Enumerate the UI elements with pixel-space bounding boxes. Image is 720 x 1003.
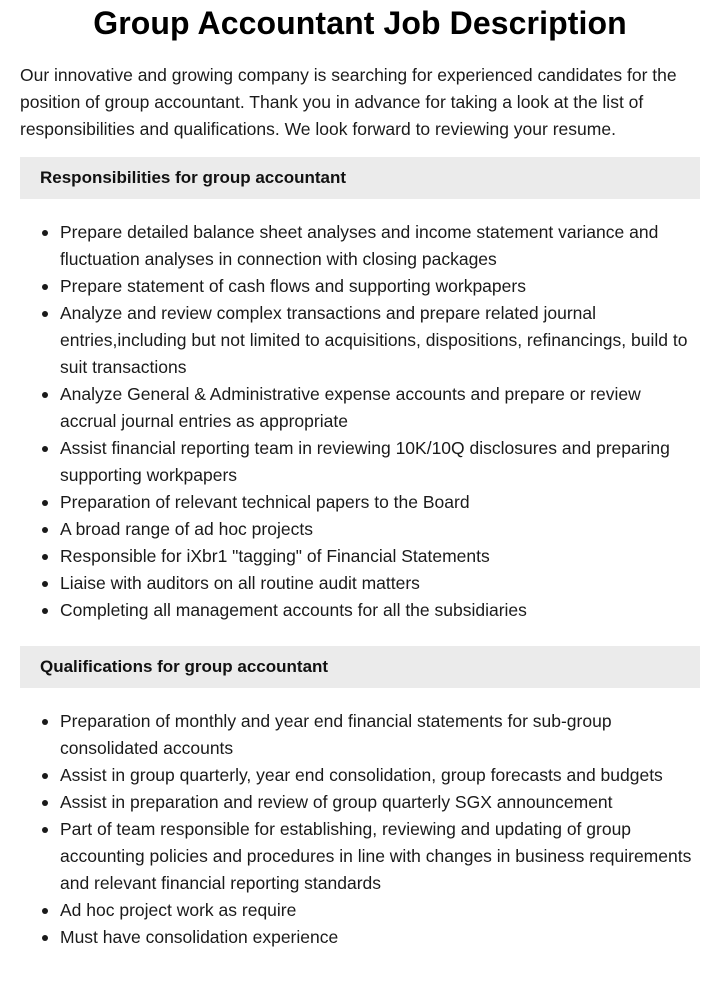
bullet-icon: [42, 392, 48, 398]
page-title: Group Accountant Job Description: [93, 5, 627, 41]
list-item: [20, 708, 700, 762]
list-item-text: Analyze and review complex transactions and prepare related journal entries,including but not limited to acquisitions, dispositions, refinancings, build to suit transactions: [60, 303, 688, 377]
responsibilities-heading: Responsibilities for group accountant: [20, 157, 700, 199]
list-item-text: Assist in preparation and review of group quarterly SGX announcement: [60, 792, 613, 812]
list-item: [20, 273, 700, 300]
list-item-text: Part of team responsible for establishing, reviewing and updating of group accounting policies and procedures in line with changes in business requirements and relevant financial reporting standards: [60, 819, 692, 893]
list-item: [20, 435, 700, 489]
list-item-text: Prepare detailed balance sheet analyses and income statement variance and fluctuation analyses in connection with closing packages: [60, 222, 659, 269]
list-item-text: A broad range of ad hoc projects: [60, 519, 313, 539]
list-item: [20, 219, 700, 273]
intro-paragraph: Our innovative and growing company is searching for experienced candidates for the position of group accountant. Thank you in advance for taking a look at the list of responsibilities and qualifications. We look forward to reviewing your resume.: [20, 65, 677, 139]
bullet-icon: [42, 773, 48, 779]
list-item-text: Completing all management accounts for all the subsidiaries: [60, 600, 527, 620]
bullet-icon: [42, 527, 48, 533]
list-item: [20, 789, 700, 816]
list-item: [20, 816, 700, 897]
bullet-icon: [42, 311, 48, 317]
list-item-text: Prepare statement of cash flows and supporting workpapers: [60, 276, 526, 296]
list-item-text: Analyze General & Administrative expense accounts and prepare or review accrual journal entries as appropriate: [60, 384, 641, 431]
bullet-icon: [42, 581, 48, 587]
bullet-icon: [42, 800, 48, 806]
list-item-text: Must have consolidation experience: [60, 927, 339, 947]
bullet-icon: [42, 230, 48, 236]
list-item-text: Preparation of monthly and year end financial statements for sub-group consolidated accounts: [60, 711, 612, 758]
list-item: [20, 489, 700, 516]
list-item: [20, 570, 700, 597]
list-item: [20, 543, 700, 570]
bullet-icon: [42, 284, 48, 290]
bullet-icon: [42, 908, 48, 914]
list-item: [20, 597, 700, 624]
qualifications-heading: Qualifications for group accountant: [20, 646, 700, 688]
list-item-text: Liaise with auditors on all routine audit matters: [60, 573, 420, 593]
list-item-text: Responsible for iXbr1 "tagging" of Financial Statements: [60, 546, 490, 566]
bullet-icon: [42, 554, 48, 560]
list-item: [20, 516, 700, 543]
list-item-text: Assist in group quarterly, year end consolidation, group forecasts and budgets: [60, 765, 663, 785]
list-item-text: Preparation of relevant technical papers to the Board: [60, 492, 470, 512]
bullet-icon: [42, 446, 48, 452]
bullet-icon: [42, 719, 48, 725]
bullet-icon: [42, 500, 48, 506]
qualifications-list: [20, 708, 700, 951]
bullet-icon: [42, 827, 48, 833]
bullet-icon: [42, 935, 48, 941]
list-item: [20, 762, 700, 789]
list-item: [20, 924, 700, 951]
list-item-text: Assist financial reporting team in reviewing 10K/10Q disclosures and preparing supporting workpapers: [60, 438, 670, 485]
list-item-text: Ad hoc project work as require: [60, 900, 297, 920]
list-item: [20, 381, 700, 435]
list-item: [20, 300, 700, 381]
list-item: [20, 897, 700, 924]
bullet-icon: [42, 608, 48, 614]
responsibilities-list: [20, 219, 700, 624]
